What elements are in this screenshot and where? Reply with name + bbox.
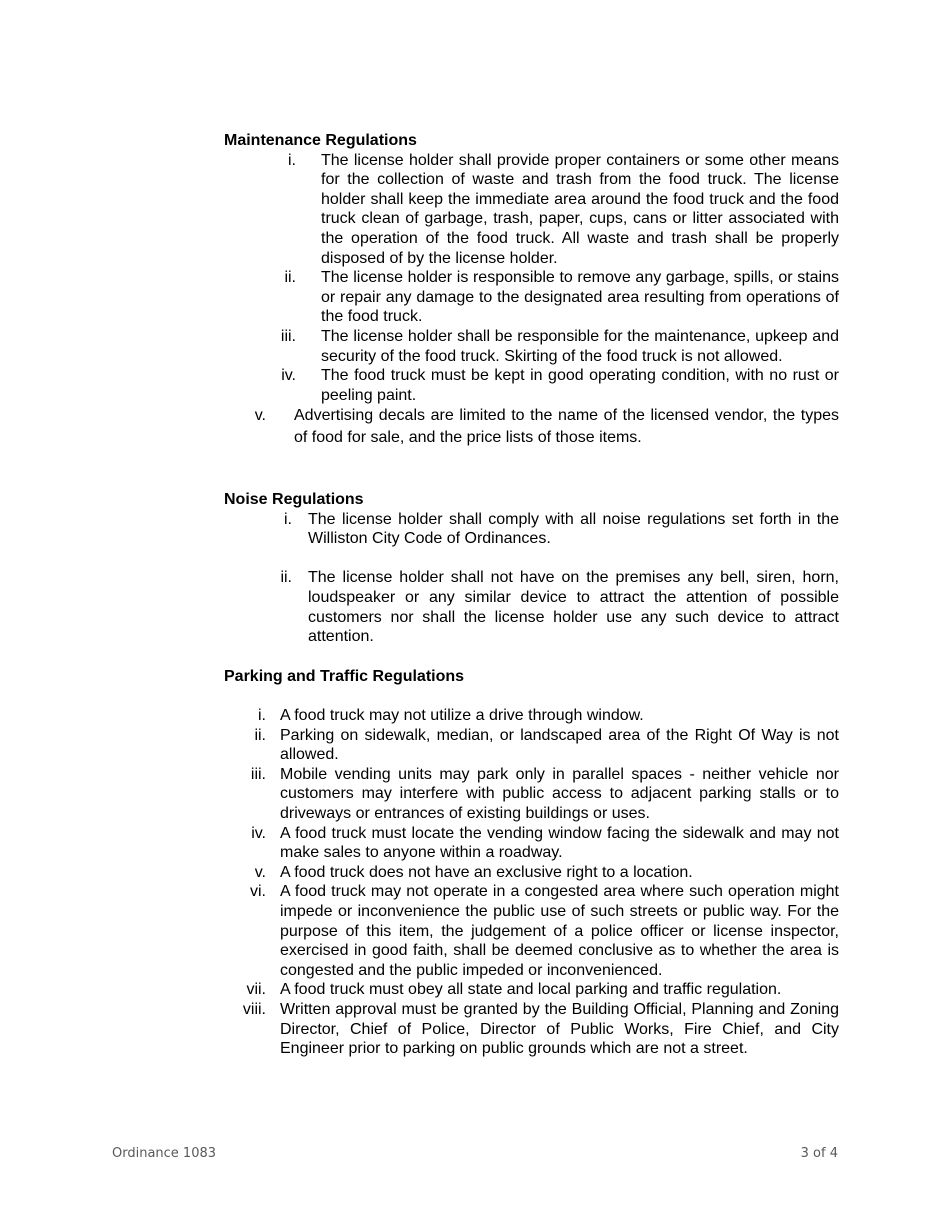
list-text: The license holder shall provide proper containers or some other means for the collection of waste and trash from the food truck. The license holder shall keep the immediate area around the food truck and the food truck clean of garbage, trash, paper, cups, cans or litter associated with the operation of the food truck. All waste and trash shall be properly disposed of by the license holder. <box>321 151 839 267</box>
list-item <box>224 1000 839 1059</box>
parking-heading-block <box>224 667 839 687</box>
list-text: The license holder shall not have on the premises any bell, siren, horn, loudspeaker or any similar device to attract the attention of possible customers nor shall the license holder use any such device to attract attention. <box>308 569 839 646</box>
list-text: A food truck must obey all state and local parking and traffic regulation. <box>280 981 782 999</box>
list-number: i. <box>284 510 292 528</box>
list-item <box>224 568 839 646</box>
noise-section <box>224 490 839 647</box>
list-text: Mobile vending units may park only in parallel spaces - neither vehicle nor customers may interfere with public access to adjacent parking stalls or to driveways or entrances of existing buildings or uses. <box>280 765 839 822</box>
list-number: iv. <box>281 367 296 385</box>
list-item <box>224 824 839 863</box>
list-item <box>224 405 839 449</box>
list-item <box>224 151 839 269</box>
list-text: A food truck does not have an exclusive right to a location. <box>280 863 693 881</box>
list-item <box>224 268 839 327</box>
list-text: The license holder shall comply with all noise regulations set forth in the Williston City Code of Ordinances. <box>308 510 839 548</box>
list-item <box>224 863 839 883</box>
list-item <box>224 366 839 405</box>
list-text: A food truck may not utilize a drive through window. <box>280 707 644 724</box>
list-text: Advertising decals are limited to the name of the licensed vendor, the types of food for sale, and the price lists of those items. <box>294 407 839 447</box>
list-text: Parking on sidewalk, median, or landscaped area of the Right Of Way is not allowed. <box>280 726 839 764</box>
list-text: The food truck must be kept in good operating condition, with no rust or peeling paint. <box>321 367 839 404</box>
list-number: viii. <box>242 1000 266 1018</box>
list-item <box>224 327 839 366</box>
list-number: vi. <box>250 883 266 901</box>
parking-heading: Parking and Traffic Regulations <box>224 668 465 685</box>
footer-page-number: 3 of 4 <box>800 1146 838 1161</box>
list-number: ii. <box>254 726 266 744</box>
list-item <box>224 510 839 549</box>
list-text: A food truck must locate the vending window facing the sidewalk and may not make sales to anyone within a roadway. <box>280 824 839 862</box>
footer-ordinance-label: Ordinance 1083 <box>112 1146 217 1161</box>
noise-heading: Noise Regulations <box>224 491 364 508</box>
list-number: v. <box>254 407 266 425</box>
list-number: ii. <box>280 569 292 587</box>
list-text: A food truck may not operate in a congested area where such operation might impede or inconvenience the public use of such streets or public way. For the purpose of this item, the judgement of a police officer or license inspector, exercised in good faith, shall be deemed conclusive as to whether the area is congested and the public impeded or inconvenienced. <box>280 883 839 979</box>
list-item <box>224 726 839 765</box>
list-number: i. <box>288 151 296 169</box>
maintenance-section <box>224 131 839 449</box>
list-item <box>224 882 839 980</box>
list-number: iv. <box>251 824 266 842</box>
list-item <box>224 980 839 1000</box>
list-number: vii. <box>246 981 266 999</box>
list-number: i. <box>258 707 266 724</box>
list-text: The license holder shall be responsible for the maintenance, upkeep and security of the food truck. Skirting of the food truck is not allowed. <box>321 327 839 365</box>
spacer <box>224 549 839 569</box>
maintenance-heading: Maintenance Regulations <box>224 132 417 149</box>
parking-section <box>224 706 839 1059</box>
list-number: ii. <box>284 269 296 287</box>
list-item <box>224 706 839 726</box>
list-number: iii. <box>250 765 266 783</box>
list-item <box>224 765 839 824</box>
list-number: v. <box>254 863 266 881</box>
list-number: iii. <box>280 327 296 345</box>
list-text: The license holder is responsible to remove any garbage, spills, or stains or repair any damage to the designated area resulting from operations of the food truck. <box>321 269 839 326</box>
list-text: Written approval must be granted by the Building Official, Planning and Zoning Director, Chief of Police, Director of Public Works, Fire Chief, and City Engineer prior to parking on public grounds which are not a street. <box>280 1000 839 1058</box>
